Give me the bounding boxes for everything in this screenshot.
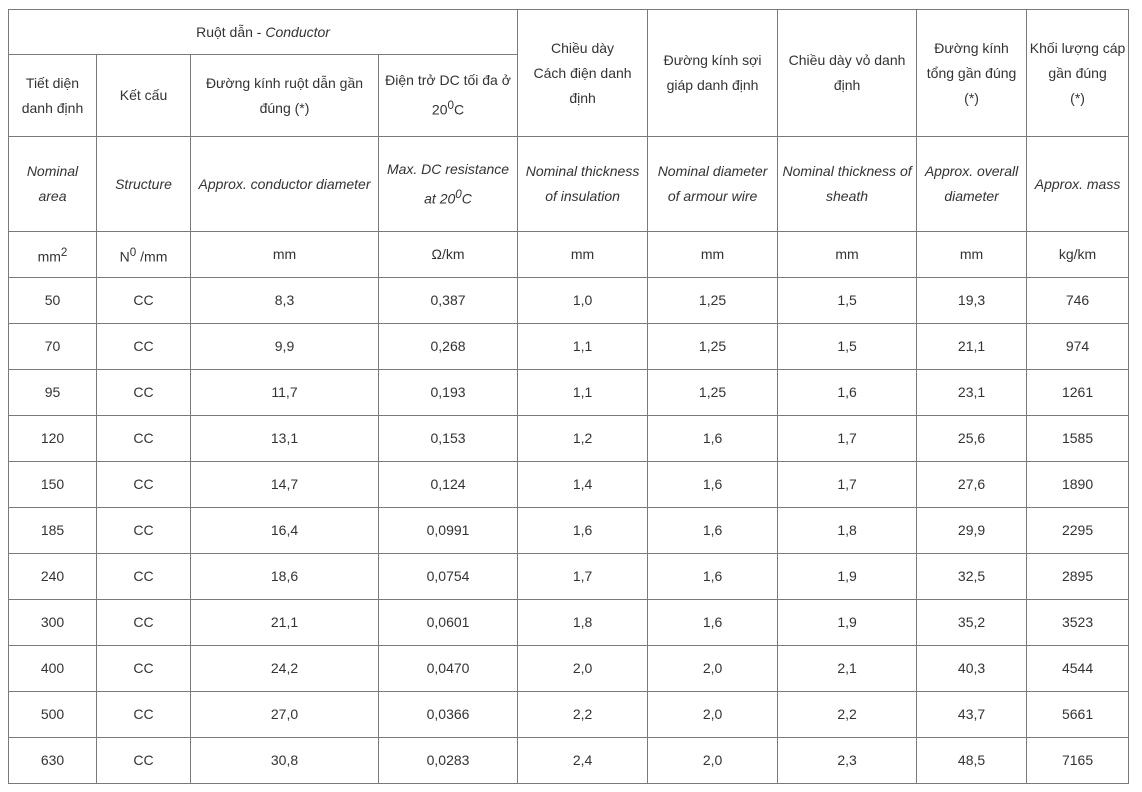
header-overall-en-text: Approx. overall diameter <box>924 163 1019 204</box>
cell-sheath-thickness: 1,7 <box>778 462 917 508</box>
cell-armour-diameter: 1,6 <box>648 416 778 462</box>
cell-insulation-thickness: 2,4 <box>518 738 648 784</box>
cell-overall-diameter: 35,2 <box>917 600 1027 646</box>
unit-structure <box>97 232 191 278</box>
cell-overall-diameter: 32,5 <box>917 554 1027 600</box>
header-sheath-en <box>778 137 917 232</box>
header-cond-diam-en <box>191 137 379 232</box>
cell-dc-resistance: 0,0991 <box>379 508 518 554</box>
cell-mass: 974 <box>1027 324 1129 370</box>
cell-insulation-thickness: 1,4 <box>518 462 648 508</box>
cell-mass: 746 <box>1027 278 1129 324</box>
unit-structure-sup: 0 <box>129 245 137 259</box>
cell-conductor-diameter: 18,6 <box>191 554 379 600</box>
header-structure-en <box>97 137 191 232</box>
cell-insulation-thickness: 2,0 <box>518 646 648 692</box>
cell-dc-resistance: 0,193 <box>379 370 518 416</box>
cell-structure: CC <box>97 324 191 370</box>
cell-armour-diameter: 2,0 <box>648 692 778 738</box>
cell-structure: CC <box>97 738 191 784</box>
header-overall-vn-line2: (*) <box>964 89 979 106</box>
unit-resistance: Ω/km <box>379 232 518 278</box>
table-row <box>9 324 1129 370</box>
unit-area <box>9 232 97 278</box>
header-insulation-en <box>518 137 648 232</box>
cell-area: 400 <box>9 646 97 692</box>
cell-conductor-diameter: 21,1 <box>191 600 379 646</box>
cell-mass: 1585 <box>1027 416 1129 462</box>
header-structure-vn <box>97 55 191 137</box>
unit-overall: mm <box>917 232 1027 278</box>
table-row <box>9 738 1129 784</box>
header-overall-vn <box>917 10 1027 137</box>
cell-dc-resistance: 0,0283 <box>379 738 518 784</box>
table-body <box>9 10 1129 784</box>
header-conductor-vn: Ruột dẫn - <box>196 23 266 40</box>
header-armour-en-text: Nominal diameter of armour wire <box>657 163 768 204</box>
cell-structure: CC <box>97 646 191 692</box>
cell-insulation-thickness: 1,8 <box>518 600 648 646</box>
cell-sheath-thickness: 2,3 <box>778 738 917 784</box>
cell-area: 630 <box>9 738 97 784</box>
cell-dc-resistance: 0,153 <box>379 416 518 462</box>
cell-mass: 4544 <box>1027 646 1129 692</box>
header-cond-diam-vn <box>191 55 379 137</box>
cell-armour-diameter: 2,0 <box>648 738 778 784</box>
header-insulation-vn-line1: Chiều dày <box>551 39 615 56</box>
units-row <box>9 232 1129 278</box>
header-structure-en-text: Structure <box>115 175 172 192</box>
unit-area-text: mm <box>37 248 61 265</box>
cell-conductor-diameter: 8,3 <box>191 278 379 324</box>
cell-overall-diameter: 40,3 <box>917 646 1027 692</box>
header-mass-en <box>1027 137 1129 232</box>
cell-conductor-diameter: 13,1 <box>191 416 379 462</box>
cell-area: 185 <box>9 508 97 554</box>
cell-structure: CC <box>97 508 191 554</box>
cell-dc-resistance: 0,124 <box>379 462 518 508</box>
cell-armour-diameter: 1,6 <box>648 462 778 508</box>
cell-dc-resistance: 0,0601 <box>379 600 518 646</box>
cell-conductor-diameter: 11,7 <box>191 370 379 416</box>
unit-structure-suffix: /mm <box>136 248 168 265</box>
header-insulation-vn-line2: Cách điện danh định <box>533 64 632 106</box>
cell-insulation-thickness: 1,6 <box>518 508 648 554</box>
cell-conductor-diameter: 16,4 <box>191 508 379 554</box>
cell-mass: 2295 <box>1027 508 1129 554</box>
cell-area: 500 <box>9 692 97 738</box>
header-area-en-text: Nominal area <box>26 163 79 204</box>
header-cond-diam-en-text: Approx. conductor diameter <box>198 175 371 192</box>
table-row <box>9 554 1129 600</box>
header-mass-vn-line2: (*) <box>1070 89 1085 106</box>
cell-sheath-thickness: 1,7 <box>778 416 917 462</box>
cell-sheath-thickness: 1,5 <box>778 278 917 324</box>
unit-sheath: mm <box>778 232 917 278</box>
header-overall-vn-line1: Đường kính tổng gần đúng <box>926 39 1017 81</box>
header-resistance-en <box>379 137 518 232</box>
header-mass-vn-line1: Khối lượng cáp gần đúng <box>1029 39 1126 81</box>
cell-area: 95 <box>9 370 97 416</box>
cell-insulation-thickness: 1,7 <box>518 554 648 600</box>
header-armour-vn-text: Đường kính sợi giáp danh định <box>663 52 762 93</box>
cell-conductor-diameter: 9,9 <box>191 324 379 370</box>
cell-armour-diameter: 2,0 <box>648 646 778 692</box>
cell-armour-diameter: 1,25 <box>648 324 778 370</box>
table-row <box>9 416 1129 462</box>
cell-overall-diameter: 29,9 <box>917 508 1027 554</box>
header-resistance-en-sup: 0 <box>455 187 462 201</box>
cell-overall-diameter: 48,5 <box>917 738 1027 784</box>
cell-area: 150 <box>9 462 97 508</box>
unit-area-sup: 2 <box>60 245 68 259</box>
cell-mass: 3523 <box>1027 600 1129 646</box>
unit-cond-diam: mm <box>191 232 379 278</box>
header-area-vn <box>9 55 97 137</box>
cell-area: 300 <box>9 600 97 646</box>
header-overall-en <box>917 137 1027 232</box>
header-area-vn-text: Tiết diện danh định <box>21 74 84 116</box>
header-resistance-en-text: Max. DC resistance at 20 <box>386 160 510 207</box>
cell-sheath-thickness: 1,8 <box>778 508 917 554</box>
header-resistance-vn-text: Điện trở DC tối đa ở 20 <box>385 72 511 118</box>
header-sheath-vn-text: Chiều dày vỏ danh định <box>788 52 906 93</box>
cell-mass: 5661 <box>1027 692 1129 738</box>
cell-insulation-thickness: 1,0 <box>518 278 648 324</box>
cell-dc-resistance: 0,0470 <box>379 646 518 692</box>
cell-mass: 1890 <box>1027 462 1129 508</box>
cell-structure: CC <box>97 370 191 416</box>
header-resistance-en-unit: C <box>461 190 472 207</box>
cell-dc-resistance: 0,0366 <box>379 692 518 738</box>
cell-structure: CC <box>97 278 191 324</box>
cell-area: 120 <box>9 416 97 462</box>
cell-dc-resistance: 0,387 <box>379 278 518 324</box>
header-resistance-vn <box>379 55 518 137</box>
cell-conductor-diameter: 30,8 <box>191 738 379 784</box>
cell-overall-diameter: 25,6 <box>917 416 1027 462</box>
cell-area: 240 <box>9 554 97 600</box>
table-row <box>9 646 1129 692</box>
cell-sheath-thickness: 1,6 <box>778 370 917 416</box>
cell-structure: CC <box>97 416 191 462</box>
header-row-en <box>9 137 1129 232</box>
table-row <box>9 600 1129 646</box>
header-conductor-en: Conductor <box>265 23 330 40</box>
cell-armour-diameter: 1,6 <box>648 554 778 600</box>
cell-overall-diameter: 23,1 <box>917 370 1027 416</box>
header-armour-en <box>648 137 778 232</box>
header-row-group <box>9 10 1129 55</box>
cell-mass: 7165 <box>1027 738 1129 784</box>
cell-conductor-diameter: 24,2 <box>191 646 379 692</box>
cell-insulation-thickness: 1,2 <box>518 416 648 462</box>
unit-mass: kg/km <box>1027 232 1129 278</box>
cell-mass: 1261 <box>1027 370 1129 416</box>
table-row <box>9 370 1129 416</box>
cell-sheath-thickness: 1,9 <box>778 554 917 600</box>
header-area-en <box>9 137 97 232</box>
cell-armour-diameter: 1,25 <box>648 278 778 324</box>
cell-armour-diameter: 1,6 <box>648 508 778 554</box>
header-mass-vn <box>1027 10 1129 137</box>
table-row <box>9 692 1129 738</box>
header-sheath-vn <box>778 10 917 137</box>
unit-insulation: mm <box>518 232 648 278</box>
cell-dc-resistance: 0,268 <box>379 324 518 370</box>
cell-area: 70 <box>9 324 97 370</box>
cell-overall-diameter: 27,6 <box>917 462 1027 508</box>
header-structure-vn-text: Kết cấu <box>119 87 168 103</box>
cell-conductor-diameter: 14,7 <box>191 462 379 508</box>
cell-sheath-thickness: 2,2 <box>778 692 917 738</box>
cell-sheath-thickness: 1,5 <box>778 324 917 370</box>
table-row <box>9 508 1129 554</box>
cell-armour-diameter: 1,25 <box>648 370 778 416</box>
header-resistance-vn-unit: C <box>453 101 465 118</box>
table-row <box>9 278 1129 324</box>
cell-sheath-thickness: 1,9 <box>778 600 917 646</box>
cell-conductor-diameter: 27,0 <box>191 692 379 738</box>
cell-area: 50 <box>9 278 97 324</box>
header-armour-vn <box>648 10 778 137</box>
cell-dc-resistance: 0,0754 <box>379 554 518 600</box>
header-cond-diam-vn-text: Đường kính ruột dẫn gần đúng (*) <box>205 74 364 116</box>
cell-insulation-thickness: 2,2 <box>518 692 648 738</box>
cell-sheath-thickness: 2,1 <box>778 646 917 692</box>
header-insulation-vn <box>518 10 648 137</box>
unit-structure-text: N <box>119 248 130 265</box>
cell-structure: CC <box>97 554 191 600</box>
table-row <box>9 462 1129 508</box>
header-sheath-en-text: Nominal thickness of sheath <box>782 163 912 204</box>
cell-structure: CC <box>97 600 191 646</box>
header-mass-en-text: Approx. mass <box>1034 175 1121 192</box>
header-insulation-en-text: Nominal thickness of insulation <box>525 163 640 204</box>
cell-insulation-thickness: 1,1 <box>518 370 648 416</box>
cell-insulation-thickness: 1,1 <box>518 324 648 370</box>
cell-overall-diameter: 21,1 <box>917 324 1027 370</box>
header-conductor <box>9 10 518 55</box>
cell-mass: 2895 <box>1027 554 1129 600</box>
cable-spec-table <box>8 9 1129 784</box>
cell-armour-diameter: 1,6 <box>648 600 778 646</box>
header-resistance-vn-sup: 0 <box>447 99 454 113</box>
unit-armour: mm <box>648 232 778 278</box>
cell-overall-diameter: 43,7 <box>917 692 1027 738</box>
cell-overall-diameter: 19,3 <box>917 278 1027 324</box>
cell-structure: CC <box>97 692 191 738</box>
cell-structure: CC <box>97 462 191 508</box>
